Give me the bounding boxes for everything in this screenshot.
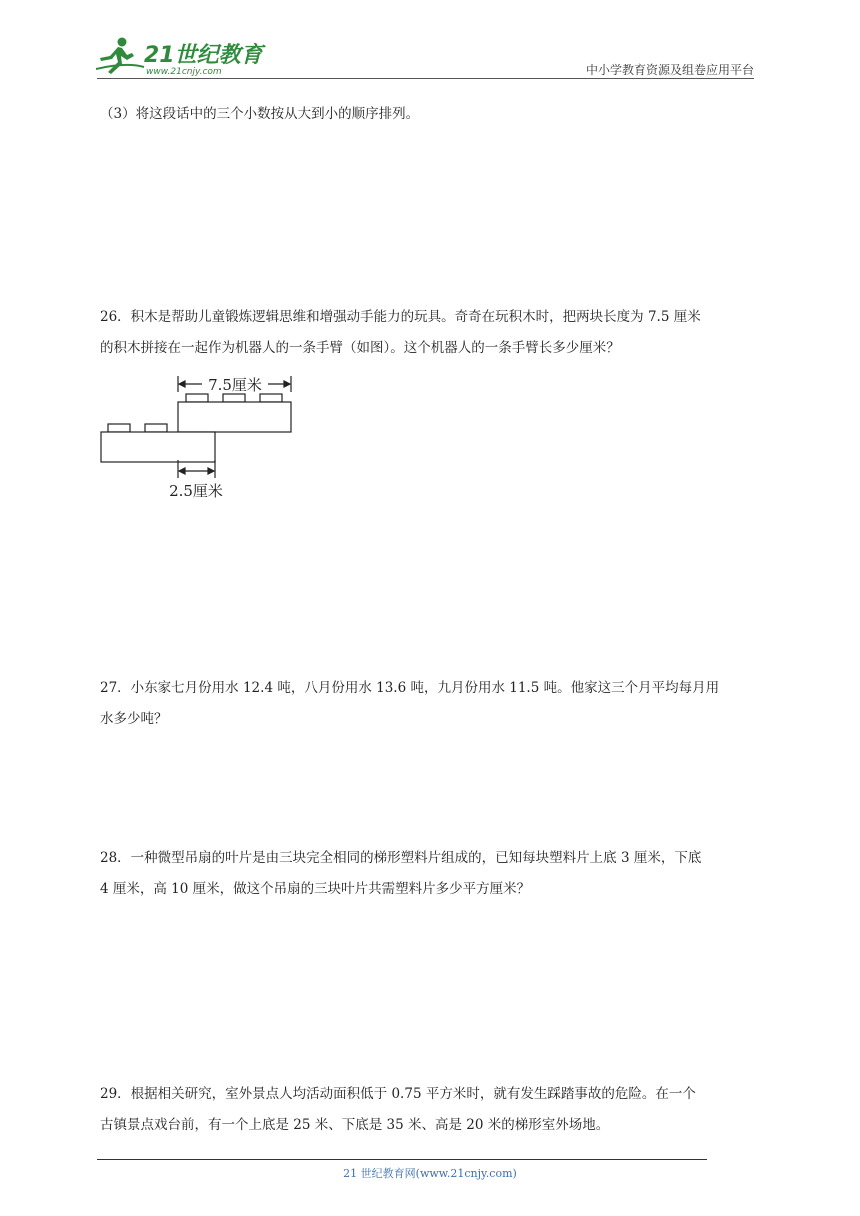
footer-link[interactable]: 21 世纪教育网(www.21cnjy.com) bbox=[343, 1167, 517, 1180]
question-text-line: 27．小东家七月份用水 12.4 吨，八月份用水 13.6 吨，九月份用水 11.5 吨。他家这三个月平均每月用 bbox=[100, 680, 720, 696]
question-text-line: 4 厘米，高 10 厘米，做这个吊扇的三块叶片共需塑料片多少平方厘米？ bbox=[100, 881, 531, 897]
question-text-line: 28．一种微型吊扇的叶片是由三块完全相同的梯形塑料片组成的，已知每块塑料片上底 3 厘米，下底 bbox=[100, 850, 702, 866]
question-text-line: 26．积木是帮助儿童锻炼逻辑思维和增强动手能力的玩具。奇奇在玩积木时，把两块长度为 7.5 厘米 bbox=[100, 309, 701, 325]
question-text-line: （3）将这段话中的三个小数按从大到小的顺序排列。 bbox=[100, 106, 420, 122]
site-logo bbox=[96, 36, 266, 78]
question-text-line: 水多少吨？ bbox=[100, 711, 168, 727]
runner-icon bbox=[96, 38, 144, 75]
logo-url: www.21cnjy.com bbox=[146, 67, 222, 77]
question-text-line: 古镇景点戏台前，有一个上底是 25 米、下底是 35 米、高是 20 米的梯形室外场地。 bbox=[100, 1117, 610, 1133]
question-26 bbox=[100, 302, 760, 364]
header-divider bbox=[97, 78, 754, 79]
question-28 bbox=[100, 843, 760, 905]
footer-divider bbox=[97, 1159, 707, 1160]
bottom-length-label: 2.5厘米 bbox=[169, 482, 223, 500]
question-text-line: 29．根据相关研究，室外景点人均活动面积低于 0.75 平方米时，就有发生踩踏事故的危险。在一个 bbox=[100, 1086, 696, 1102]
top-length-label: 7.5厘米 bbox=[208, 376, 262, 394]
question-25-part-3 bbox=[100, 99, 760, 130]
bottom-dimension-arrow bbox=[178, 460, 215, 478]
question-text-line: 的积木拼接在一起作为机器人的一条手臂（如图）。这个机器人的一条手臂长多少厘米？ bbox=[100, 340, 620, 356]
platform-name: 中小学教育资源及组卷应用平台 bbox=[585, 63, 754, 77]
question-27 bbox=[100, 673, 760, 735]
question-29 bbox=[100, 1079, 760, 1141]
upper-block bbox=[178, 394, 291, 432]
logo-text: 21世纪教育 bbox=[144, 43, 263, 68]
blocks-figure bbox=[98, 372, 298, 502]
